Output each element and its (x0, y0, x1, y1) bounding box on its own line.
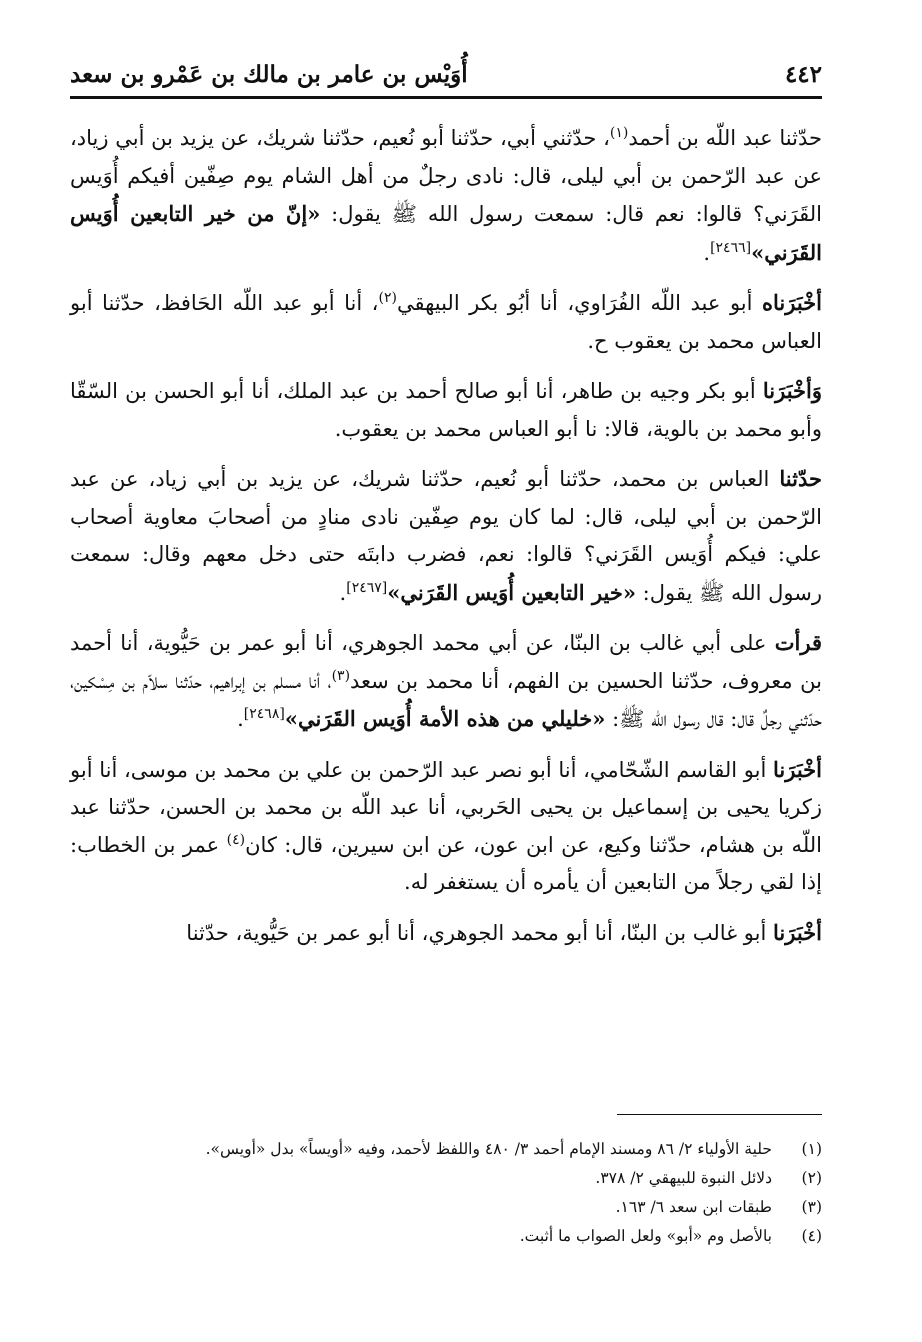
hadith-quote: «إنّ من خير التابعين أُوَيس القَرَني» (70, 201, 822, 265)
paragraph-tail: . (237, 707, 244, 731)
footnote-number: (٤) (801, 1227, 822, 1245)
paragraph-5 (70, 624, 822, 739)
footnote-marker: (٣) (331, 667, 351, 684)
footnote-text: دلائل النبوة للبيهقي ٢/ ٣٧٨. (595, 1169, 772, 1187)
paragraph-text-continued: ، أنا مسلم بن إبراهيم، حدّثنا سلاّم بن مِسْكين، حدّثني رجلٌ قال: قال رسول الله ﷺ: (70, 668, 822, 731)
footnote-1 (70, 1135, 822, 1164)
footnote-list (70, 1135, 822, 1251)
footnote-4 (70, 1222, 822, 1251)
paragraph-7 (70, 914, 822, 953)
hadith-quote: «خليلي من هذه الأمة أُوَيس القَرَني» (284, 706, 606, 731)
paragraph-lead: أخْبَرَناه (762, 290, 822, 315)
paragraph-lead: وَأخْبَرَنا (762, 378, 822, 403)
book-page (70, 56, 822, 1296)
footnote-text: حلية الأولياء ٢/ ٨٦ ومسند الإمام أحمد ٣/ ٤٨٠ واللفظ لأحمد، وفيه «أويساً» بدل «أويس». (205, 1140, 772, 1158)
footnote-marker: (١) (609, 125, 629, 141)
paragraph-2 (70, 284, 822, 360)
running-head (70, 56, 822, 94)
footnote-text: طبقات ابن سعد ٦/ ١٦٣. (615, 1198, 772, 1216)
paragraph-text: أبو غالب بن البنّا، أنا أبو محمد الجوهري، أنا أبو عمر بن حَيُّوية، حدّثنا (186, 920, 774, 945)
paragraph-text-continued: ، حدّثني أبي، حدّثنا أبو نُعيم، حدّثنا شريك، عن يزيد بن أبي زياد، عن عبد الرّحمن بن أبي ليلى، قال: نادى رجلٌ من أهل الشام يوم صِفّين أفيكم أُوَيس القَرَني؟ قالوا: نعم قال: سمعت رسول الله ﷺ يقول: (70, 126, 823, 226)
footnote-2 (70, 1164, 822, 1193)
paragraph-text-continued: ، أنا أبو عبد اللّه الحَافظ، حدّثنا أبو العباس محمد بن يعقوب ح. (70, 291, 822, 353)
paragraph-tail: . (339, 580, 347, 605)
paragraph-lead: أخْبَرَنا (773, 756, 822, 782)
paragraph-3 (70, 372, 822, 448)
hadith-reference: [٢٤٦٨] (243, 706, 285, 722)
paragraph-6 (70, 751, 822, 902)
paragraph-text-continued: عمر بن الخطاب: إذا لقي رجلاً من التابعين أن يأمره أن يستغفر له. (70, 832, 822, 894)
paragraph-1 (70, 119, 822, 272)
hadith-reference: [٢٤٦٧] (346, 579, 388, 596)
paragraph-text: على أبي غالب بن البنّا، عن أبي محمد الجوهري، أنا أبو عمر بن حَيُّوية، أنا أحمد بن معروف، حدّثنا الحسين بن الفهم، أنا محمد بن سعد (70, 631, 822, 693)
paragraph-text: أبو القاسم الشّحّامي، أنا أبو نصر عبد الرّحمن بن علي بن محمد بن موسى، أنا أبو زكريا يحيى بن إسماعيل بن يحيى الحَربي، أنا عبد اللّه بن محمد بن الحسن، حدّثنا عبد اللّه بن هشام، حدّثنا وكيع، عن ابن عون، عن ابن سيرين، قال: كان (70, 757, 823, 857)
paragraph-lead: أخْبَرَنا (773, 919, 822, 945)
chapter-title: أُوَيْس بن عامر بن مالك بن عَمْرو بن سعد (70, 61, 468, 88)
footnote-marker: (٤) (226, 831, 246, 848)
paragraph-text: أبو بكر وجيه بن طاهر، أنا أبو صالح أحمد بن عبد الملك، أنا أبو الحسن بن السّقّا وأبو محمد بن بالوية، قالا: نا أبو العباس محمد بن يعقوب. (70, 379, 822, 441)
main-text (70, 119, 822, 952)
footnote-number: (٣) (801, 1198, 822, 1216)
footnote-number: (٢) (801, 1169, 822, 1187)
footnote-rule (617, 1114, 822, 1115)
footnotes (70, 1114, 822, 1251)
paragraph-lead: قرأت (774, 630, 822, 655)
paragraph-tail: . (703, 240, 711, 265)
footnote-marker: (٢) (378, 290, 397, 306)
page-number: ٤٤٢ (784, 61, 822, 88)
hadith-quote: «خير التابعين أُوَيس القَرَني» (387, 579, 636, 605)
paragraph-text: أبو عبد اللّه الفُرَاوي، أنا أبُو بكر البيهقي (396, 291, 762, 315)
paragraph-text: العباس بن محمد، حدّثنا أبو نُعيم، حدّثنا شريك، عن يزيد بن أبي زياد، عن عبد الرّحمن بن أبي ليلى، قال: لما كان يوم صِفّين نادى منادٍ من أصحابَ معاوية أصحاب علي: فيكم أُوَيس القَرَني؟ قالوا: نعم، فضرب دابتَه حتى دخل معهم وقال: سمعت رسول الله ﷺ يقول: (70, 467, 822, 605)
footnote-number: (١) (801, 1140, 822, 1158)
paragraph-lead: حدّثنا (779, 466, 822, 491)
footnote-text: بالأصل وم «أبو» ولعل الصواب ما أثبت. (519, 1227, 772, 1245)
paragraph-text: حدّثنا عبد اللّه بن أحمد (628, 126, 822, 150)
footnote-3 (70, 1193, 822, 1222)
hadith-reference: [٢٤٦٦] (710, 239, 752, 256)
paragraph-4 (70, 460, 822, 612)
header-rule (70, 96, 822, 99)
